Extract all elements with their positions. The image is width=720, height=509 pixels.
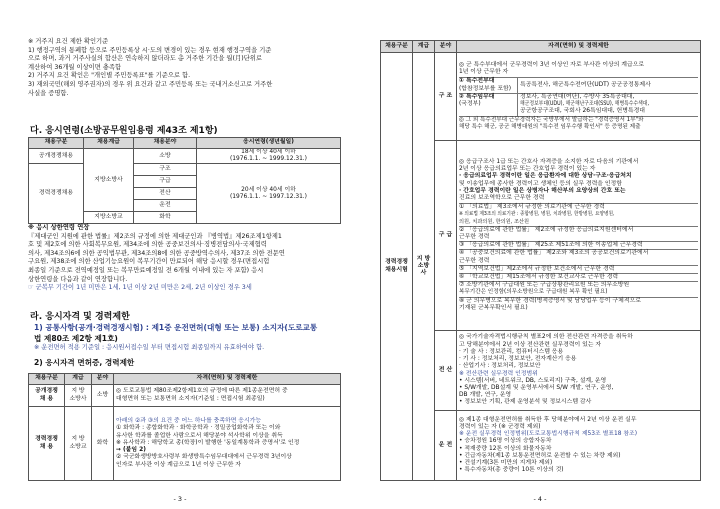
qual-text: 아래의 ②과 ③의 요건 중 어느 하나를 충족하면 응시가능 — [116, 418, 262, 425]
age-range-dates: (1976.1.1. ~ 1997.12.31.) — [230, 193, 307, 200]
residency-line: 으로 하며, 과거 거주사실의 합산은 연속하지 않더라도 총 거주한 기간을 월(月)단위로 — [28, 55, 262, 63]
rescue-unit-note: (합참정보부를 포함) — [459, 85, 511, 92]
qual-text: ◎ 도로교통법 제80조제2항제1호의 규정에 따른 제1종운전면허 중 — [116, 388, 288, 395]
rescue-unit-list: 해군정보부대(UDU), 해군해난구조대(SSU), 해병특수수색대, — [520, 101, 649, 108]
age-range: 20세 이상 40세 이하 — [241, 186, 296, 193]
field-rescue: 구 조 — [435, 53, 457, 141]
ems-text: 진료의 보조역학으로 근무한 경력 — [459, 194, 545, 201]
rescue-unit-list: 공군항공구조대, 국회사 26특임대대, 헌병특경대 — [520, 108, 645, 115]
note-line: 호 및 제2호에 의한 사회복무요원, 제34조에 의한 공중보건의사·징병전담의사·국제협력 — [28, 241, 267, 249]
rescue-unit-special-forces — [459, 77, 698, 93]
qual-type-career: 경력경쟁 채 용 — [29, 407, 65, 481]
it-text: DB 개발, 연구, 운영 — [459, 392, 512, 399]
career-type: 채용시험 — [385, 266, 408, 273]
ems-text: 근무한 경력 — [459, 257, 490, 264]
field-driving: 운 전 — [435, 411, 457, 481]
age-rank-sobanggyo: 지방소방교 — [84, 212, 134, 224]
page-number: - 3 - — [173, 495, 187, 503]
note-line: 『제대군인 지원에 관한 법률』제2조의 규정에 의한 제대군인과 『병역법』제26조제1항제1 — [28, 232, 282, 240]
note-line: 의사, 제34조의6에 의한 공익법무관, 제34조의8에 의한 공중방역수의사, 제37조 의한 전문연 — [28, 249, 285, 257]
age-rank-sobangsa: 지방소방사 — [84, 149, 134, 212]
ems-text: · 응급의료업무 경력이란 일은 응급환자에 대한 상담·구조·응급처치 — [459, 173, 632, 180]
drive-text: • 특수자동차(총 중량이 10톤 이상의 것) — [459, 467, 564, 474]
ems-text: ② 「응급의료에 관한 법률」 제2조에 규정한 응급의료지원센터에서 — [459, 226, 698, 234]
rescue-unit-note: (국정부) — [459, 101, 481, 108]
drive-text: • 긴급자동차(제1종 보통운전면허로 운전할 수 있는 차량 제외) — [459, 452, 621, 459]
rescue-unit-name: ② 특수임무대 — [459, 93, 495, 100]
rescue-text: ◎ 군 특수부대에서 군무경력이 3년 이상인 자로 부사관 이상의 계급으로 — [459, 62, 645, 69]
age-th: 채용분야 — [134, 138, 197, 149]
career-rank: 소방사 — [417, 262, 430, 277]
rescue-unit-name: ① 특수전부대 — [459, 78, 495, 85]
qual-field: 화학 — [92, 407, 114, 481]
ems-text: · 간호업무 경력이란 일은 상병자나 해산부의 요양상의 간호 또는 — [459, 187, 626, 194]
ems-text: 기재된 군복무확인서 필요) — [459, 304, 528, 311]
age-field: 화학 — [134, 212, 197, 224]
drive-text: 경력이 있는 자 (※ 군경력 제외) — [459, 423, 541, 430]
ems-text: ◎ 응급구조사 1급 또는 간호사 자격증을 소지한 자로 다음의 기관에서 — [459, 158, 639, 165]
age-range: 18세 이상 40세 이하 — [241, 149, 296, 155]
career-th: 분야 — [435, 41, 457, 53]
qual-rank: 지 방 소방교 — [65, 407, 92, 481]
common-requirement — [34, 322, 317, 344]
residency-line: 사실을 증명함. — [28, 89, 69, 97]
rescue-unit-list: 정보사, 특공연대(여단), 수방사 35특공대대, — [520, 93, 635, 100]
residency-line: 2) 거주지 요건 확인은 "개인별 주민등록표"를 기준으로 함. — [28, 72, 191, 80]
qual-th: 채용구분 — [29, 374, 65, 385]
age-field: 구급 — [134, 176, 197, 188]
note-line: 최종일 기준으로 전역예정일 또는 복무만료예정일 전 6개월 이내에 있는 자 포함) 응시 — [28, 266, 264, 274]
qual-field: 소방 — [92, 385, 114, 407]
it-text: 고 당해분야에서 2년 이상 전산관련 실무경력이 있는 자 — [459, 341, 602, 348]
page-number: - 4 - — [533, 495, 547, 503]
ems-text: 및 이송업무에 종사한 경력이고 생체인 등의 실무 경력을 인정함 — [459, 180, 622, 187]
ems-text: 2년 이상 응급의료업무 또는 간호업무 경력이 있는 자 — [459, 166, 596, 173]
common-requirement-line: 법 제80조 제2항 제1호) — [34, 334, 118, 343]
qualification-subheading: 2) 응시자격 면허증, 경력제한 — [34, 358, 135, 367]
it-text: ◎ 국가기술자격법시행규칙 별표2에 의한 전산관련 자격증을 취득하 — [459, 334, 633, 341]
qualification-table — [28, 373, 341, 481]
qual-text: 인자로 부사관 이상 계급으로 1년 이상 근무한 자 — [116, 461, 241, 468]
rescue-unit-special-mission — [459, 94, 698, 117]
license-basis-note: ※ 운전면허 적용 기준일 : 응시원서접수일 부터 면접시험 최종일까지 유효하여야 함. — [34, 344, 265, 351]
ems-text: 의원, 치과의원, 한의원, 조산원 — [459, 218, 530, 225]
qual-text: ① 화학과 : 종합화학과 · 화학공학과 · 정밀공업화학과 또는 이와 — [116, 425, 281, 432]
age-th: 응시연령(생년월일) — [197, 138, 341, 149]
qual-text: → (붙임 2) — [116, 447, 146, 454]
career-th: 계급 — [413, 41, 435, 53]
note-military-period: ☞ 군복무 기간이 1년 미만은 1세, 1년 이상 2년 미만은 2세, 2년 이상인 경우 3세 — [28, 284, 252, 292]
ems-text: ⑦ 소방기관에서 구급대원 또는 구급상황관리요원 또는 의무소방원 — [459, 281, 698, 289]
it-text: · 기 사 : 정보처리, 정보보안, 전자계산기 응용 — [459, 356, 577, 363]
qual-text: 유사한 학과를 졸업한 사람으로서 해당분야 석사학위 이상을 취득 — [116, 432, 283, 439]
ems-text: ① 「의료법」 제3조에서 규정한 의료기관에 근무한 경력 — [459, 203, 698, 211]
drive-text: ◎ 제1종 대형운전면허를 취득한 후 당해분야에서 2년 이상 운전 실무 — [459, 416, 637, 423]
career-th: 채용구분 — [381, 41, 413, 53]
it-text: • 시스템(서버, 네트워크, DB, 스토리지) 구축, 설계, 운영 — [459, 377, 607, 384]
age-range-dates: (1976.1.1. ~ 1999.12.31.) — [230, 156, 307, 163]
residency-line: 계산하여 36개월 이상이면 충족함 — [28, 63, 122, 71]
ems-text: ④ 「공중보건의료에 관한 법률」 제2조와 제3조의 공공보건의료기관에서 — [459, 249, 698, 257]
career-th: 자격(면허) 및 경력제한 — [457, 41, 701, 53]
age-field: 소방 — [134, 149, 197, 164]
ems-text: 복무기간은 인정함(의무소방원으로 구급대원 복무 확인 필요) — [459, 289, 608, 296]
qual-type-public: 공개경쟁 채 용 — [29, 385, 65, 407]
ems-text: ⑥ 「학교보건법」제15조에서 규정한 보건교사로 근무한 경력 — [459, 273, 698, 281]
drive-text: • 승차정원 16명 이상의 승합자동차 — [459, 438, 552, 445]
it-text: · 기 술 사 : 정보관리, 컴퓨터시스템 응용 — [459, 348, 564, 355]
residency-criteria-block — [28, 38, 272, 98]
section-heading-qualification: 라. 응시자격 및 경력제한 — [30, 312, 130, 322]
qual-text: ② 국군화생방방호사령부 화생방특수임무대대에서 근무경력 3년이상 — [116, 454, 292, 461]
age-th: 채용계급 — [84, 138, 134, 149]
common-requirement-line: 1) 공통사항(공개·경력경쟁시험) : 제1중 운전면허(대형 또는 보통) 소지자(도로교통 — [34, 323, 318, 332]
age-field: 구조 — [134, 164, 197, 176]
it-text: · 산업기사 : 정보처리, 정보보안 — [459, 363, 541, 370]
it-text: • 정보보안 기획, 관제 운영분석 및 정보시스템 감사 — [459, 399, 592, 406]
rescue-text: ◎ 그 외 특수전부대 근무경력자는 국방부에서 발급하는 "경력증명서 1부"와 — [459, 116, 644, 123]
ems-text: ③ 「응급의료에 관한 법률」 제25조 제51조에 의한 이송업체 근무경력 — [459, 241, 698, 249]
ems-text: ⑧ 군 의무병으로 복무한 경력(병적증명서 및 담당업무 등이 구체적으로 — [459, 297, 698, 305]
age-th: 채용구분 — [29, 138, 84, 149]
drive-text: ※ 운전 실무경력 인정범위(도로교통법시행규칙 제53조 별표18 참조) — [459, 431, 638, 438]
rescue-text: 해당 특수 해군, 공군 해병대원의 "특수전 임무수행 확인서" 등 증명된 제출 — [459, 123, 641, 130]
qual-rank: 지 방 소방사 — [65, 385, 92, 407]
note-line: 구요원, 제38조에 의한 산업기능요원이 복무기간이 만료되어 해당 응시할 경우(면접시험 — [28, 258, 270, 266]
qual-th: 계급 — [65, 374, 92, 385]
ems-text: 근무한 경력 — [459, 234, 490, 240]
qual-text: ※ 유사학과 : 해당학교 총(학장)이 발행한 '동일계통학과 증명서'로 인정 — [116, 439, 300, 446]
note-title: ※ 응시 상한연령 연장 — [28, 224, 90, 231]
residency-line: 1) 행정구역의 통폐합 등으로 주민등록상 시·도의 변경이 있는 경우 현재 행정구역을 기준 — [28, 46, 272, 54]
it-text: • S/W개발, DB설계 및 운영부서에서 S/W 개발, 연구, 운영, — [459, 384, 614, 391]
age-extension-note — [28, 224, 285, 293]
qual-text: 대형면허 또는 보통면허 소지자(기준일 : 면접시험 최종일) — [116, 395, 265, 402]
age-field: 운전 — [134, 200, 197, 212]
career-type: 경력경쟁 — [385, 259, 408, 266]
residency-title: ※ 거주지 요건 제한 확인기준 — [28, 38, 109, 45]
drive-text: • 건설기계(3톤 미만의 지게차 제외) — [459, 459, 553, 466]
right-page — [360, 0, 720, 509]
age-type-career: 경력경쟁채용 — [29, 164, 84, 224]
ems-text: ⑤ 「지역보건법」제2조에서 규정한 보건소에서 근무한 경력 — [459, 265, 698, 273]
ems-text: ※ 의료법 제3조의 의료기관 : 종합병원, 병원, 치과병원, 한방병원, 요양병원, — [459, 211, 615, 218]
qual-th: 자격(면허) 및 경력제한 — [114, 374, 341, 385]
it-text: ※ 전산관련 실무경력 인정범위 — [459, 370, 538, 377]
field-ems: 구 급 — [435, 141, 457, 331]
rescue-text: 1년 이상 근무한 자 — [459, 69, 509, 76]
career-rank: 지 방 — [416, 255, 431, 262]
rescue-unit-list: 특공특전사, 해군특수전여단(UDT) 공군공정통제사 — [520, 82, 651, 89]
residency-line: 3) 재외국민(해외 영주권자)의 경우 위 요건과 같고 주민등록 또는 국내거소신고로 거주한 — [28, 80, 273, 88]
note-line: 상한연령을 다음과 같이 연장함니다. — [28, 275, 128, 283]
section-heading-age: 다. 응시연령(소방공무원임용령 제43조 제1항) — [30, 126, 218, 136]
age-type-public: 공개경쟁채용 — [29, 149, 84, 164]
age-field: 전산 — [134, 188, 197, 200]
career-qualification-table — [380, 40, 701, 481]
age-table — [28, 137, 341, 224]
drive-text: • 적재중량 12톤 이상의 화물자동차 — [459, 445, 552, 452]
qual-th: 분야 — [92, 374, 114, 385]
field-it: 전 산 — [435, 331, 457, 411]
